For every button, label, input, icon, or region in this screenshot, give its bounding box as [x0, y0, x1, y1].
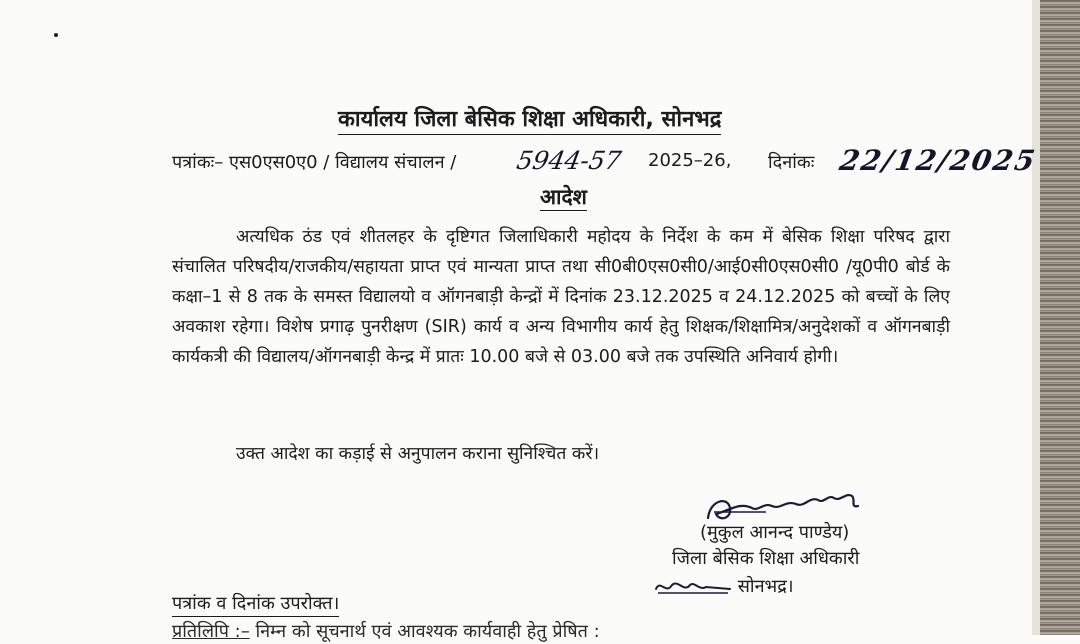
- copy-line: [172, 620, 600, 644]
- ink-dot: [54, 33, 58, 37]
- reference-label: पत्रांकः– एस0एस0ए0 / विद्यालय संचालन /: [172, 152, 457, 173]
- background-edge: [1040, 0, 1080, 635]
- signatory-name: (मुकुल आनन्द पाण्डेय): [700, 522, 850, 543]
- overwritten-mark: [654, 577, 732, 597]
- signatory-place: सोनभद्र।: [737, 576, 794, 597]
- handwritten-reference-number: 5944-57: [514, 146, 624, 175]
- order-heading: आदेश: [540, 185, 587, 209]
- reference-line: [172, 144, 1040, 177]
- date-label: दिनांकः: [768, 152, 815, 173]
- compliance-paragraph: उक्त आदेश का कड़ाई से अनुपालन कराना सुनिश्चित करें।: [236, 444, 600, 464]
- office-title: कार्यालय जिला बेसिक शिक्षा अधिकारी, सोनभद्र: [338, 106, 721, 135]
- order-paragraph: अत्यधिक ठंड एवं शीतलहर के दृष्टिगत जिलाधिकारी महोदय के निर्देश के कम में बेसिक शिक्षा परिषद द्वारा संचालित परिषदीय/राजकीय/सहायता प्राप्त एवं मान्यता प्राप्त तथा सी0बी0एस0सी0/आई0सी0एस0सी0 /यू0पी0 बोर्ड के कक्षा–1 से 8 तक के समस्त विद्यालयो व ऑगनबाड़ी केन्द्रों में दिनांक 23.12.2025 व 24.12.2025 को बच्चों के लिए अवकाश रहेगा। विशेष प्रगाढ़ पुनरीक्षण (SIR) कार्य व अन्य विभागीय कार्य हेतु शिक्षक/शिक्षामित्र/अनुदेशकों व ऑगनबाड़ी कार्यकत्री की विद्यालय/ऑगनबाड़ी केन्द्र में प्रातः 10.00 बजे से 03.00 बजे तक उपस्थिति अनिवार्य होगी।: [172, 227, 950, 367]
- reference-session: 2025–26,: [648, 150, 732, 171]
- copy-label: प्रतिलिपि :–: [172, 621, 250, 642]
- signatory-place-line: [654, 574, 794, 600]
- reference-repeat: पत्रांक व दिनांक उपरोक्त।: [172, 592, 339, 617]
- handwritten-date: 22/12/2025: [837, 144, 1040, 177]
- copy-text: निम्न को सूचनार्थ एवं आवश्यक कार्यवाही हेतु प्रेषित :: [255, 621, 600, 642]
- signatory-designation: जिला बेसिक शिक्षा अधिकारी: [672, 548, 860, 569]
- paper-edge: [1032, 0, 1040, 635]
